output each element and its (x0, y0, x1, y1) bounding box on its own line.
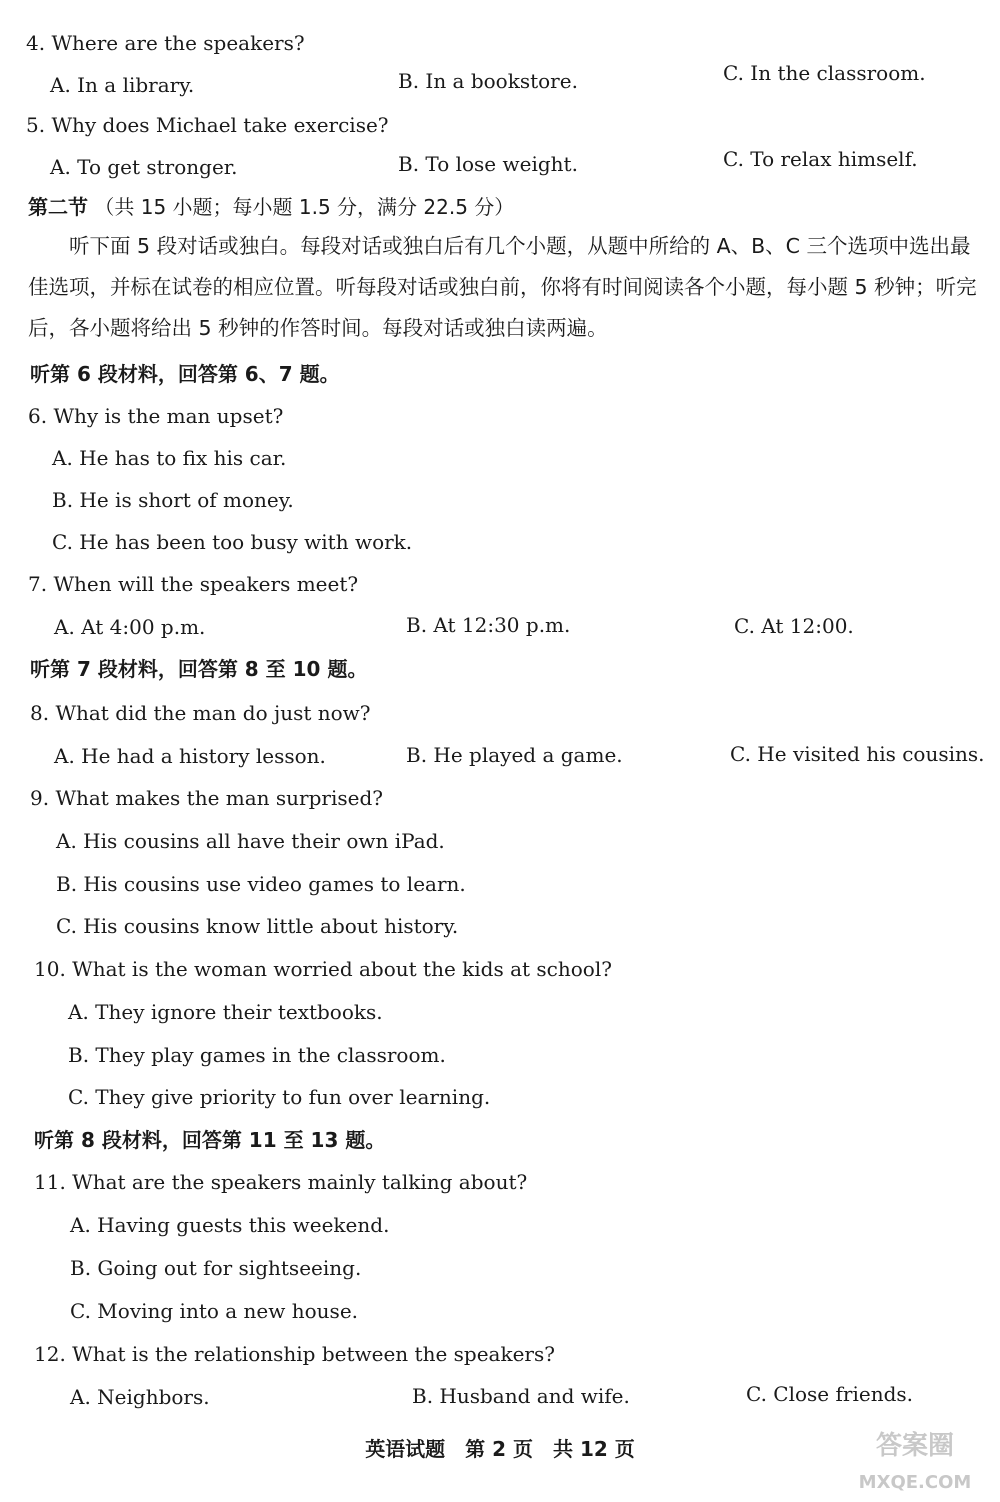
section-2-heading: 第二节 (28, 195, 88, 219)
question-6-option-b: B. He is short of money. (52, 488, 294, 512)
section-2-scoring: （共 15 小题；每小题 1.5 分，满分 22.5 分） (94, 195, 515, 219)
question-12-stem: 12. What is the relationship between the speakers? (34, 1342, 555, 1366)
material-7-header: 听第 7 段材料，回答第 8 至 10 题。 (30, 657, 368, 681)
question-5-option-a: A. To get stronger. (50, 155, 238, 179)
question-9-stem: 9. What makes the man surprised? (30, 786, 383, 810)
watermark-bottom-text: MXQE.COM (858, 1472, 972, 1493)
material-8-header: 听第 8 段材料，回答第 11 至 13 题。 (34, 1128, 386, 1152)
watermark-logo (840, 1426, 990, 1498)
question-5-option-c: C. To relax himself. (723, 147, 918, 171)
material-6-header: 听第 6 段材料，回答第 6、7 题。 (30, 362, 340, 386)
question-10-option-c: C. They give priority to fun over learning. (68, 1085, 491, 1109)
question-8-option-b: B. He played a game. (406, 743, 623, 767)
question-8-option-a: A. He had a history lesson. (54, 744, 326, 768)
question-11-option-c: C. Moving into a new house. (70, 1299, 359, 1323)
question-7-option-b: B. At 12:30 p.m. (406, 613, 571, 637)
question-9-option-a: A. His cousins all have their own iPad. (56, 829, 445, 853)
question-6-stem: 6. Why is the man upset? (28, 404, 284, 428)
question-10-option-b: B. They play games in the classroom. (68, 1043, 446, 1067)
question-9-option-b: B. His cousins use video games to learn. (56, 872, 466, 896)
question-6-option-a: A. He has to fix his car. (52, 446, 287, 470)
question-12-option-b: B. Husband and wife. (412, 1384, 630, 1408)
question-10-option-a: A. They ignore their textbooks. (68, 1000, 383, 1024)
question-7-option-a: A. At 4:00 p.m. (54, 615, 206, 639)
question-4-option-b: B. In a bookstore. (398, 69, 578, 93)
question-7-stem: 7. When will the speakers meet? (28, 572, 359, 596)
question-11-option-a: A. Having guests this weekend. (70, 1213, 390, 1237)
question-8-option-c: C. He visited his cousins. (730, 742, 985, 766)
question-4-option-a: A. In a library. (50, 73, 195, 97)
question-5-stem: 5. Why does Michael take exercise? (26, 113, 389, 137)
question-7-option-c: C. At 12:00. (734, 614, 854, 638)
section-2-header (28, 194, 514, 220)
section-2-instructions: 听下面 5 段对话或独白。每段对话或独白后有几个小题，从题中所给的 A、B、C 三个选项中选出最佳选项，并标在试卷的相应位置。听每段对话或独白前，你将有时间阅读各个小题，每小题 5 秒钟；听完后，各小题将给出 5 秒钟的作答时间。每段对话或独白读两遍。 (28, 234, 977, 340)
question-5-option-b: B. To lose weight. (398, 152, 578, 176)
question-11-option-b: B. Going out for sightseeing. (70, 1256, 362, 1280)
watermark-top-text: 答案圈 (875, 1431, 955, 1461)
question-11-stem: 11. What are the speakers mainly talking about? (34, 1170, 528, 1194)
question-8-stem: 8. What did the man do just now? (30, 701, 371, 725)
question-12-option-c: C. Close friends. (746, 1382, 914, 1406)
question-9-option-c: C. His cousins know little about history. (56, 914, 459, 938)
question-10-stem: 10. What is the woman worried about the kids at school? (34, 957, 612, 981)
question-4-option-c: C. In the classroom. (723, 61, 926, 85)
page-footer: 英语试题 第 2 页 共 12 页 (365, 1437, 635, 1461)
question-12-option-a: A. Neighbors. (70, 1385, 210, 1409)
question-6-option-c: C. He has been too busy with work. (52, 530, 413, 554)
question-4-stem: 4. Where are the speakers? (26, 31, 305, 55)
